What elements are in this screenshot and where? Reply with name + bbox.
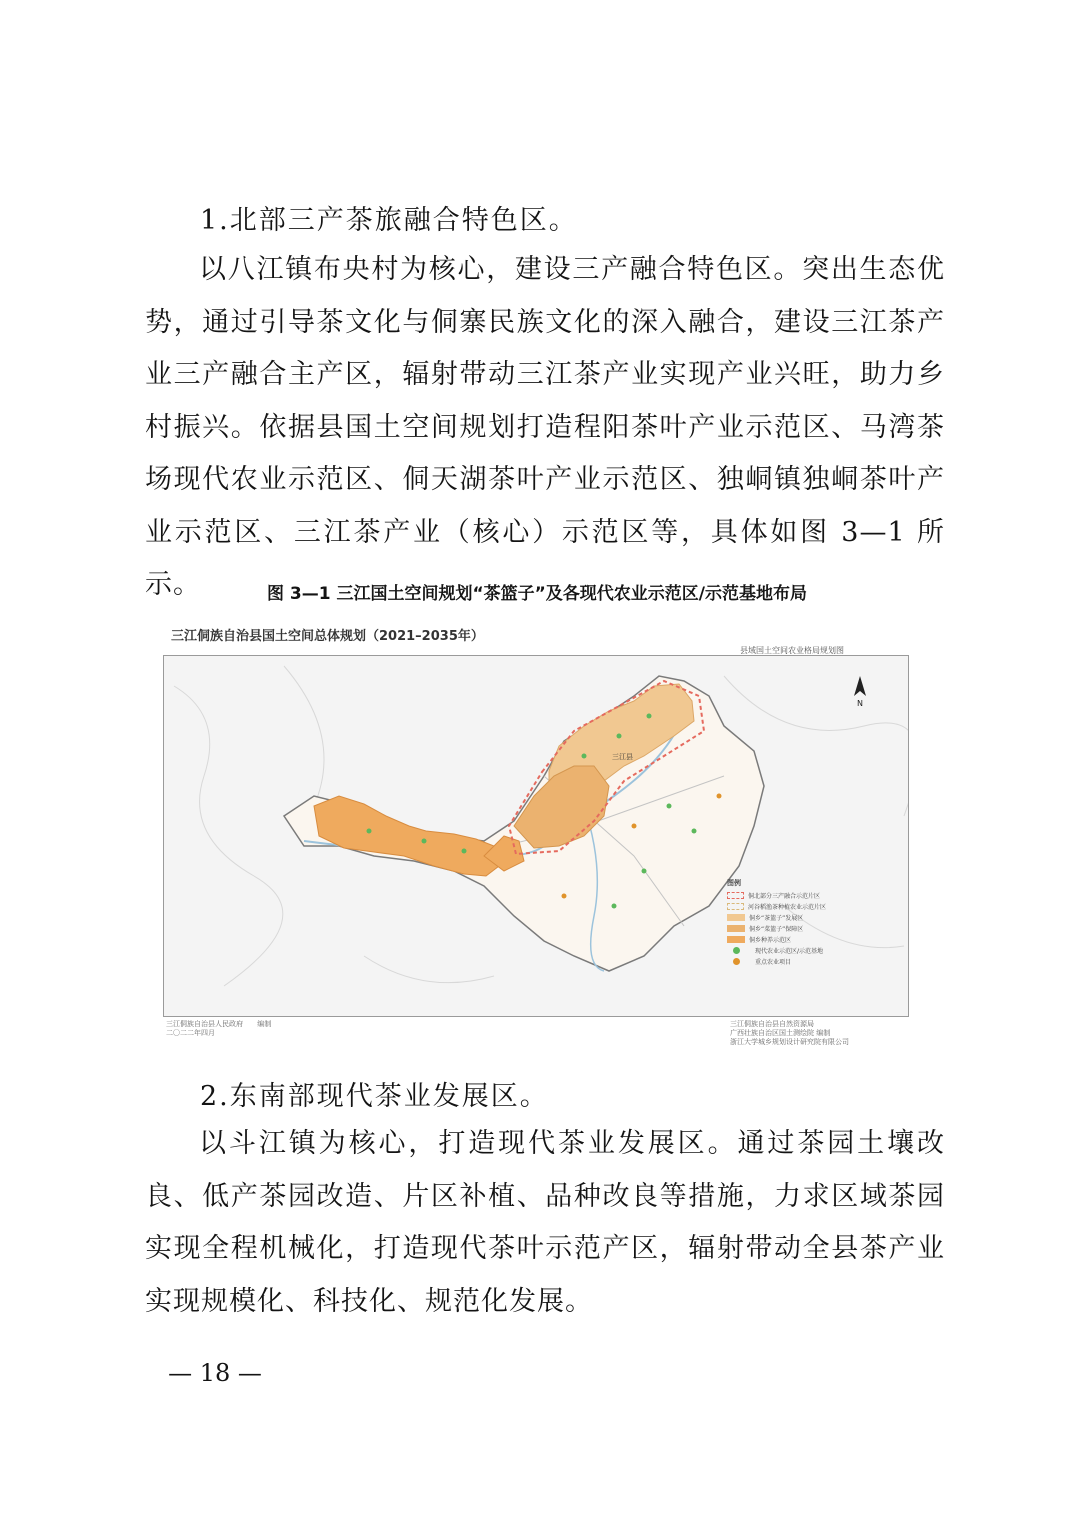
legend-item: 现代农业示范区/示范基地 (727, 945, 837, 956)
section1-paragraph: 以八江镇布央村为核心，建设三产融合特色区。突出生态优势，通过引导茶文化与侗寨民族文化的深入融合，建设三江茶产业三产融合主产区，辐射带动三江茶产业实现产业兴旺，助力乡村振兴。依据县国土空间规划打造程阳茶叶产业示范区、马湾茶场现代农业示范区、侗天湖茶叶产业示范区、独峒镇独峒茶叶产业示范区、三江茶产业（核心）示范区等，具体如图 3—1 所示。 (145, 254, 945, 600)
map-legend (727, 878, 837, 967)
section2-paragraph: 以斗江镇为核心，打造现代茶业发展区。通过茶园土壤改良、低产茶园改造、片区补植、品种改良等措施，力求区域茶园实现全程机械化，打造现代茶叶示范产区，辐射带动全县茶产业实现规模化、科技化、规范化发展。 (145, 1128, 945, 1317)
legend-item: 侗乡种养示范区 (727, 934, 837, 945)
section1-heading: 1.北部三产茶旅融合特色区。 (200, 205, 578, 236)
page-number: — 18 — (168, 1359, 262, 1387)
legend-item: 侗北部分三产融合示范片区 (727, 890, 837, 901)
map-title: 三江侗族自治县国土空间总体规划（2021–2035年） (171, 629, 484, 644)
map-footer-left: 三江侗族自治县人民政府 编制 二〇二二年四月 (166, 1020, 272, 1037)
map-footer-right: 三江侗族自治县自然资源局 广西壮族自治区国土测绘院 编制 浙江大学城乡规划设计研究院有限公司 (730, 1020, 849, 1046)
county-town-label: 三江县 (612, 753, 633, 761)
legend-item: 侗乡“茶篮子”发展区 (727, 912, 837, 923)
legend-item: 重点农业项目 (727, 956, 837, 967)
section2-heading: 2.东南部现代茶业发展区。 (200, 1081, 549, 1112)
legend-title: 图例 (727, 879, 741, 887)
figure-caption: 图 3—1 三江国土空间规划“茶篮子”及各现代农业示范区/示范基地布局 (266, 584, 808, 604)
map-subtitle: 县域国土空间农业格局规划图 (740, 646, 844, 655)
legend-item: 侗乡“菜篮子”保障区 (727, 923, 837, 934)
svg-text:N: N (857, 699, 863, 708)
legend-item: 河谷稻渔茶种植农业示范片区 (727, 901, 837, 912)
planning-map (163, 655, 909, 1017)
